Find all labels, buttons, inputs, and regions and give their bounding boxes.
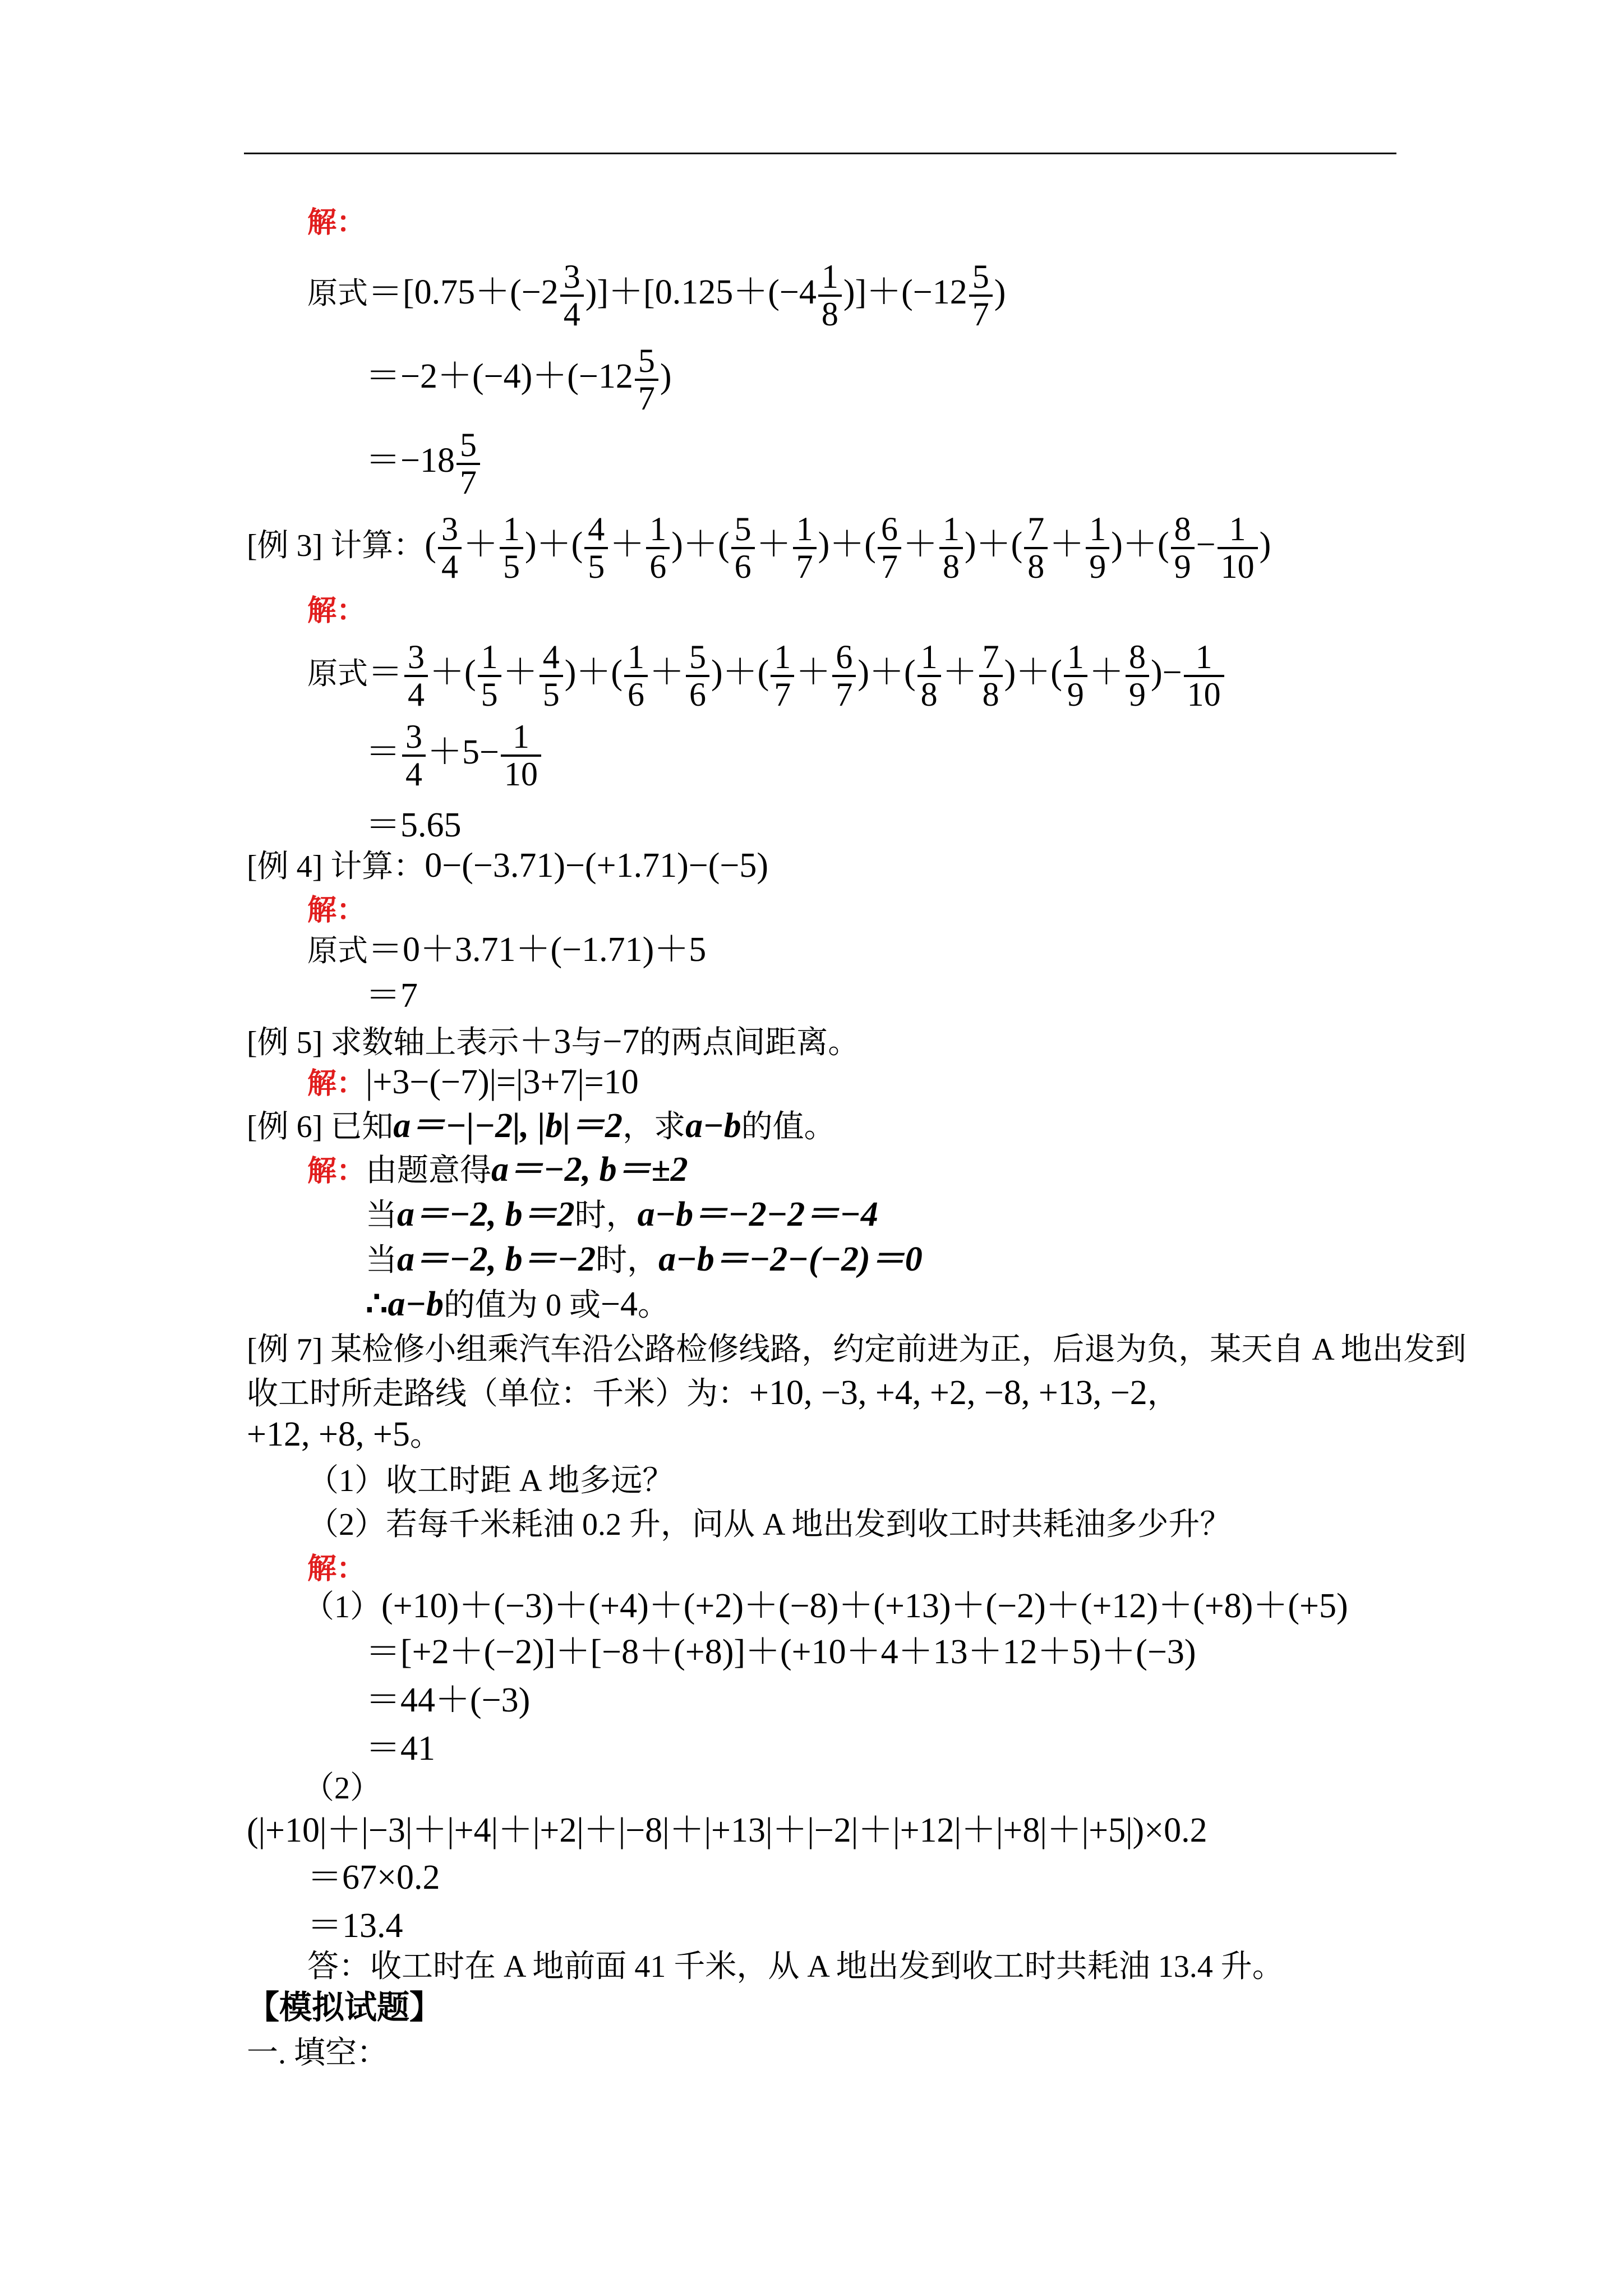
numerator: 1 bbox=[1184, 639, 1224, 677]
numerator: 3 bbox=[438, 512, 462, 549]
solution-label: 解： bbox=[307, 895, 366, 927]
denominator: 7 bbox=[796, 548, 813, 585]
denominator: 8 bbox=[982, 676, 999, 713]
fraction bbox=[917, 639, 941, 712]
fraction bbox=[771, 639, 794, 712]
operator: )＋( bbox=[857, 654, 916, 692]
numerator: 5 bbox=[686, 639, 709, 677]
operator: )＋ bbox=[964, 526, 1011, 564]
ex7-question-line1: [例 7] 某检修小组乘汽车沿公路检修线路，约定前进为正，后退为负，某天自 A 地出发到 bbox=[247, 1332, 1467, 1367]
ex2-line1: 原式＝[0.75＋(−2 $\frac{3}{4}$ )]＋[0.125＋(−4 $\frac{1}{8}$ )]＋(−12 $\frac{5}{7}$ ) bbox=[307, 258, 1006, 333]
operator: ＋ bbox=[610, 526, 645, 564]
ex4-question: [例 4] 计算：0−(−3.71)−(+1.71)−(−5) bbox=[247, 846, 768, 885]
operator: ＋ bbox=[1049, 526, 1085, 564]
ex2-line3: ＝−18 $\frac{5}{7}$ bbox=[366, 427, 482, 500]
numerator: 7 bbox=[1024, 512, 1048, 549]
denominator: 6 bbox=[689, 676, 706, 713]
fraction bbox=[832, 639, 856, 712]
fraction bbox=[979, 639, 1003, 712]
paren: ( bbox=[717, 526, 730, 564]
solution-label: 解： bbox=[307, 595, 366, 627]
ex6-step1: 解：由题意得a＝−2, b＝±2 bbox=[307, 1151, 688, 1189]
operator: )＋ bbox=[524, 526, 571, 564]
section-title: 【模拟试题】 bbox=[247, 1989, 442, 2026]
fraction bbox=[1086, 512, 1109, 585]
numerator: 8 bbox=[1171, 512, 1195, 549]
operator: )＋ bbox=[671, 526, 718, 564]
denominator: 6 bbox=[649, 548, 667, 585]
operator: )＋( bbox=[564, 654, 623, 692]
ex4-step1: 原式＝0＋3.71＋(−1.71)＋5 bbox=[307, 931, 707, 969]
operator: ＋ bbox=[649, 654, 684, 692]
numerator: 4 bbox=[540, 639, 563, 677]
denominator: 7 bbox=[836, 676, 853, 713]
numerator: 1 bbox=[624, 639, 648, 677]
operator: ＋ bbox=[902, 526, 938, 564]
header-rule bbox=[244, 153, 1396, 154]
ex7-part2-line3: ＝13.4 bbox=[307, 1907, 403, 1945]
fraction bbox=[646, 512, 670, 585]
numerator: 1 bbox=[1086, 512, 1109, 549]
paren: ( bbox=[864, 526, 876, 564]
operator: − bbox=[1196, 526, 1216, 564]
numerator: 1 bbox=[500, 512, 523, 549]
fraction bbox=[1126, 639, 1149, 712]
numerator: 1 bbox=[1064, 639, 1087, 677]
numerator: 1 bbox=[478, 639, 501, 677]
ex5-solution: 解：|+3−(−7)|=|3+7|=10 bbox=[307, 1063, 639, 1101]
operator: ＋ bbox=[463, 526, 498, 564]
solution-label: 解： bbox=[307, 207, 366, 239]
operator: ＋ bbox=[502, 654, 538, 692]
denominator: 5 bbox=[502, 548, 520, 585]
ex7-part1-line2: ＝[+2＋(−2)]＋[−8＋(+8)]＋(+10＋4＋13＋12＋5)＋(−3) bbox=[366, 1633, 1196, 1671]
numerator: 1 bbox=[917, 639, 941, 677]
ex6-question: [例 6] 已知a＝−|−2|, |b|＝2，求a−b的值。 bbox=[247, 1107, 836, 1145]
denominator: 10 bbox=[1187, 676, 1221, 713]
operator: ＋ bbox=[796, 654, 831, 692]
denominator: 9 bbox=[1128, 676, 1146, 713]
denominator: 9 bbox=[1089, 548, 1106, 585]
fraction bbox=[1171, 512, 1195, 585]
ex5-question: [例 5] 求数轴上表示＋3与−7的两点间距离。 bbox=[247, 1023, 860, 1061]
operator: ＋ bbox=[942, 654, 978, 692]
ex3-question: [例 3] 计算：( $\frac{3}{4}$ ＋ $\frac{1}{5}$ )＋( $\frac{4}{5}$ ＋ $\frac{1}{6}$ )＋( $\frac{5}{6}$ ＋ $\frac{1}{7}$ )＋( $\frac{6}{7}$ ＋ $\frac{1}{8}$ )＋( $\frac{7}{8}$ ＋ $\frac{1}{9}$ )＋( $\frac{8}{9}$ − $\frac{1}{10}$ ) bbox=[247, 510, 1271, 585]
ex7-question-line2: 收工时所走路线（单位：千米）为：+10, −3, +4, +2, −8, +13, −2， bbox=[247, 1374, 1179, 1412]
fraction bbox=[404, 639, 428, 712]
fraction bbox=[686, 639, 709, 712]
operator: )− bbox=[1150, 654, 1182, 692]
ex7-part1-line3: ＝44＋(−3) bbox=[366, 1681, 531, 1719]
ex3-step3: ＝5.65 bbox=[366, 806, 462, 844]
numerator: 6 bbox=[832, 639, 856, 677]
operator: )＋( bbox=[1004, 654, 1062, 692]
numerator: 3 bbox=[404, 639, 428, 677]
numerator: 1 bbox=[793, 512, 817, 549]
ex4-step2: ＝7 bbox=[366, 977, 418, 1015]
denominator: 6 bbox=[627, 676, 644, 713]
fraction bbox=[1218, 512, 1258, 585]
fraction bbox=[1024, 512, 1048, 585]
denominator: 8 bbox=[920, 676, 938, 713]
ex6-step2: 当a＝−2, b＝2时，a−b＝−2−2＝−4 bbox=[366, 1195, 878, 1234]
ex6-conclusion: ∴a−b的值为 0 或−4。 bbox=[366, 1285, 669, 1323]
fraction bbox=[939, 512, 963, 585]
denominator: 9 bbox=[1067, 676, 1084, 713]
fraction bbox=[540, 639, 563, 712]
numerator: 7 bbox=[979, 639, 1003, 677]
fraction bbox=[1184, 639, 1224, 712]
denominator: 7 bbox=[774, 676, 791, 713]
paren: ( bbox=[1011, 526, 1023, 564]
operator: ＋ bbox=[1089, 654, 1124, 692]
paren: ( bbox=[571, 526, 583, 564]
fraction bbox=[878, 512, 901, 585]
denominator: 7 bbox=[880, 548, 898, 585]
fraction bbox=[438, 512, 462, 585]
ex6-step3: 当a＝−2, b＝−2时，a−b＝−2−(−2)＝0 bbox=[366, 1240, 923, 1278]
denominator: 4 bbox=[408, 676, 425, 713]
numerator: 1 bbox=[939, 512, 963, 549]
denominator: 8 bbox=[1027, 548, 1045, 585]
ex7-part1-line4: ＝41 bbox=[366, 1729, 436, 1768]
operator: )＋ bbox=[818, 526, 865, 564]
fraction bbox=[793, 512, 817, 585]
denominator: 10 bbox=[1220, 548, 1255, 585]
fraction bbox=[1064, 639, 1087, 712]
numerator: 1 bbox=[1218, 512, 1258, 549]
denominator: 4 bbox=[441, 548, 458, 585]
numerator: 5 bbox=[731, 512, 755, 549]
ex7-part2-line1: (|+10|＋|−3|＋|+4|＋|+2|＋|−8|＋|+13|＋|−2|＋|+12|＋|+8|＋|+5|)×0.2 bbox=[247, 1811, 1207, 1849]
numerator: 8 bbox=[1126, 639, 1149, 677]
operator: ＋ bbox=[756, 526, 791, 564]
denominator: 5 bbox=[588, 548, 605, 585]
denominator: 5 bbox=[542, 676, 560, 713]
fraction bbox=[478, 639, 501, 712]
numerator: 1 bbox=[646, 512, 670, 549]
ex7-part2-label: （2） bbox=[303, 1771, 381, 1806]
ex7-part1-line1: （1）(+10)＋(−3)＋(+4)＋(+2)＋(−8)＋(+13)＋(−2)＋(+12)＋(+8)＋(+5) bbox=[303, 1587, 1348, 1625]
ex2-line2: ＝−2＋(−4)＋(−12 $\frac{5}{7}$ ) bbox=[366, 342, 672, 417]
operator: )＋( bbox=[711, 654, 769, 692]
fill-blank-heading: 一. 填空： bbox=[247, 2036, 388, 2070]
operator: ) bbox=[1259, 526, 1271, 564]
fraction bbox=[584, 512, 608, 585]
operator: )＋ bbox=[1111, 526, 1158, 564]
fraction bbox=[500, 512, 523, 585]
denominator: 9 bbox=[1174, 548, 1191, 585]
numerator: 6 bbox=[878, 512, 901, 549]
fraction bbox=[731, 512, 755, 585]
ex7-q2: （2）若每千米耗油 0.2 升，问从 A 地出发到收工时共耗油多少升？ bbox=[307, 1507, 1232, 1542]
ex7-part2-line2: ＝67×0.2 bbox=[307, 1858, 440, 1897]
solution-label: 解： bbox=[307, 1553, 366, 1585]
ex7-q1: （1）收工时距 A 地多远？ bbox=[307, 1464, 674, 1498]
denominator: 6 bbox=[734, 548, 751, 585]
ex7-answer: 答：收工时在 A 地前面 41 千米，从 A 地出发到收工时共耗油 13.4 升。 bbox=[307, 1949, 1284, 1984]
ex3-step2: ＝ $\frac{3}{4}$ ＋5− $\frac{1}{10}$ bbox=[366, 719, 543, 792]
paren: ( bbox=[425, 526, 436, 564]
denominator: 5 bbox=[481, 676, 498, 713]
fraction bbox=[624, 639, 648, 712]
paren: ( bbox=[1157, 526, 1169, 564]
denominator: 8 bbox=[942, 548, 960, 585]
ex7-question-line3: +12, +8, +5。 bbox=[247, 1415, 441, 1453]
numerator: 1 bbox=[771, 639, 794, 677]
ex3-step1: 原式＝ $\frac{3}{4}$ ＋( $\frac{1}{5}$ ＋ $\frac{4}{5}$ )＋( $\frac{1}{6}$ ＋ $\frac{5}{6}$ )＋( $\frac{1}{7}$ ＋ $\frac{6}{7}$ )＋( $\frac{1}{8}$ ＋ $\frac{7}{8}$ )＋( $\frac{1}{9}$ ＋ $\frac{8}{9}$ )− $\frac{1}{10}$ bbox=[307, 639, 1226, 712]
operator: ＋( bbox=[430, 654, 476, 692]
numerator: 4 bbox=[584, 512, 608, 549]
